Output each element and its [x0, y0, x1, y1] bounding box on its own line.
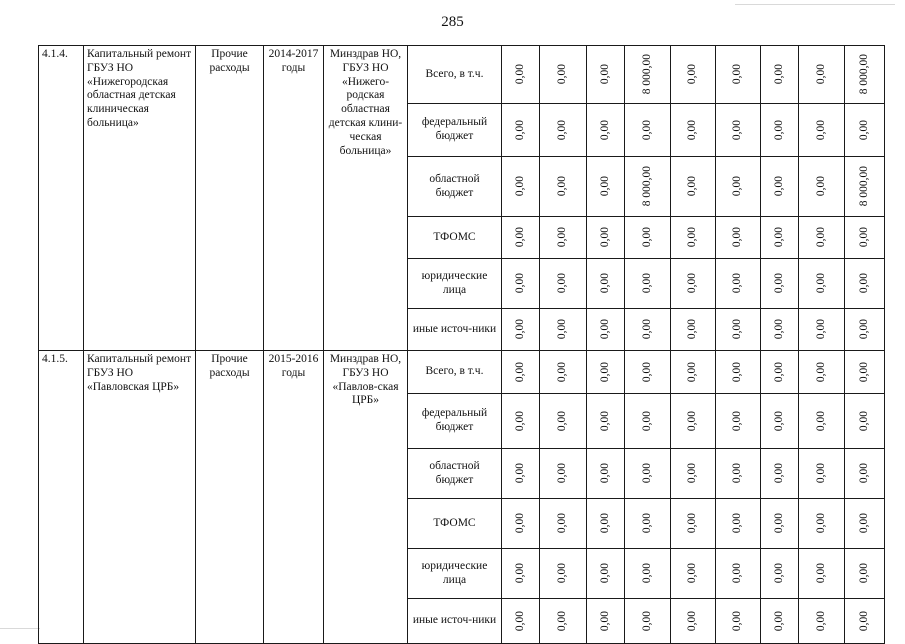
value-cell — [716, 449, 761, 499]
value-text: 0,00 — [731, 176, 744, 197]
value-text: 0,00 — [556, 227, 569, 248]
value-cell — [761, 46, 799, 104]
value-cell — [502, 309, 540, 351]
value-text: 0,00 — [513, 176, 526, 197]
value-text: 0,00 — [686, 319, 699, 340]
value-cell — [625, 449, 671, 499]
value-cell — [671, 599, 716, 644]
value-text: 0,00 — [857, 119, 870, 141]
value-text: 0,00 — [814, 227, 827, 248]
value-cell — [540, 351, 587, 394]
value-cell — [625, 104, 671, 157]
value-text: 0,00 — [686, 410, 699, 432]
value-text: 0,00 — [814, 563, 827, 584]
value-cell — [845, 499, 885, 549]
value-text: 0,00 — [513, 563, 526, 584]
value-cell — [540, 599, 587, 644]
value-cell — [845, 309, 885, 351]
value-cell — [716, 351, 761, 394]
value-cell — [761, 499, 799, 549]
value-cell — [625, 394, 671, 449]
value-text: 0,00 — [731, 119, 744, 141]
value-cell — [625, 549, 671, 599]
value-cell — [502, 449, 540, 499]
funding-source-label: иные источ-ники — [408, 309, 502, 351]
row-code: 4.1.4. — [39, 46, 84, 351]
value-text: 0,00 — [857, 319, 870, 340]
row-name: Капитальный ремонт ГБУЗ НО «Павловская ЦРБ» — [84, 351, 196, 644]
value-cell — [671, 309, 716, 351]
value-text: 0,00 — [556, 319, 569, 340]
value-cell — [761, 217, 799, 259]
value-text: 0,00 — [731, 463, 744, 484]
value-text: 0,00 — [513, 227, 526, 248]
value-text: 0,00 — [640, 513, 653, 534]
value-text: 0,00 — [556, 463, 569, 484]
table-row — [39, 46, 885, 104]
value-cell — [625, 217, 671, 259]
value-text: 0,00 — [857, 610, 870, 632]
row-period: 2015-2016 годы — [264, 351, 324, 644]
value-cell — [587, 394, 625, 449]
value-text: 0,00 — [640, 610, 653, 632]
value-cell — [502, 599, 540, 644]
value-cell — [761, 259, 799, 309]
value-cell — [716, 394, 761, 449]
value-cell — [502, 46, 540, 104]
value-cell — [716, 499, 761, 549]
value-text: 0,00 — [513, 610, 526, 632]
funding-source-label: Всего, в т.ч. — [408, 351, 502, 394]
row-expense-type: Прочие расходы — [196, 46, 264, 351]
value-text: 0,00 — [814, 64, 827, 85]
value-text: 0,00 — [731, 361, 744, 383]
value-text: 0,00 — [598, 463, 611, 484]
value-cell — [540, 259, 587, 309]
value-text: 0,00 — [731, 610, 744, 632]
value-text: 0,00 — [772, 319, 785, 340]
value-cell — [502, 259, 540, 309]
funding-source-label: ТФОМС — [408, 499, 502, 549]
value-text: 0,00 — [513, 513, 526, 534]
value-text: 0,00 — [857, 361, 870, 383]
value-cell — [671, 217, 716, 259]
value-text: 0,00 — [857, 410, 870, 432]
value-text: 0,00 — [686, 610, 699, 632]
value-cell — [845, 259, 885, 309]
value-cell — [716, 104, 761, 157]
value-text: 0,00 — [598, 361, 611, 383]
value-text: 0,00 — [772, 227, 785, 248]
value-text: 0,00 — [814, 610, 827, 632]
value-cell — [671, 351, 716, 394]
value-text: 0,00 — [686, 463, 699, 484]
value-text: 0,00 — [772, 563, 785, 584]
value-cell — [716, 549, 761, 599]
value-text: 0,00 — [857, 513, 870, 534]
value-text: 0,00 — [686, 361, 699, 383]
value-cell — [587, 599, 625, 644]
value-text: 0,00 — [686, 513, 699, 534]
value-text: 0,00 — [814, 513, 827, 534]
value-cell — [671, 104, 716, 157]
value-cell — [761, 394, 799, 449]
value-text: 0,00 — [772, 119, 785, 141]
value-text: 0,00 — [731, 319, 744, 340]
value-text: 0,00 — [772, 64, 785, 85]
value-cell — [845, 157, 885, 217]
value-text: 0,00 — [772, 410, 785, 432]
value-cell — [671, 549, 716, 599]
value-text: 0,00 — [857, 227, 870, 248]
value-text: 0,00 — [598, 273, 611, 294]
funding-source-label: ТФОМС — [408, 217, 502, 259]
value-cell — [671, 259, 716, 309]
value-cell — [671, 394, 716, 449]
value-cell — [845, 394, 885, 449]
value-cell — [761, 157, 799, 217]
value-text: 0,00 — [814, 273, 827, 294]
value-text: 0,00 — [556, 563, 569, 584]
value-cell — [716, 309, 761, 351]
value-text: 0,00 — [686, 119, 699, 141]
value-cell — [799, 499, 845, 549]
value-cell — [799, 104, 845, 157]
value-cell — [845, 46, 885, 104]
scan-margin-line — [0, 628, 40, 629]
value-text: 0,00 — [814, 410, 827, 432]
value-text: 0,00 — [814, 176, 827, 197]
value-cell — [761, 309, 799, 351]
value-cell — [502, 351, 540, 394]
value-text: 0,00 — [513, 119, 526, 141]
value-text: 0,00 — [556, 361, 569, 383]
value-text: 0,00 — [513, 410, 526, 432]
value-text: 0,00 — [731, 273, 744, 294]
value-text: 0,00 — [598, 410, 611, 432]
value-text: 0,00 — [857, 463, 870, 484]
value-cell — [587, 259, 625, 309]
value-cell — [716, 599, 761, 644]
value-text: 8 000,00 — [640, 166, 653, 207]
value-cell — [799, 217, 845, 259]
value-cell — [502, 104, 540, 157]
value-cell — [845, 351, 885, 394]
value-cell — [799, 46, 845, 104]
value-cell — [716, 157, 761, 217]
value-text: 0,00 — [857, 563, 870, 584]
scan-margin-line — [735, 4, 895, 5]
page-number: 285 — [441, 14, 464, 30]
value-text: 0,00 — [731, 513, 744, 534]
value-cell — [761, 599, 799, 644]
value-text: 0,00 — [814, 361, 827, 383]
value-cell — [625, 499, 671, 549]
funding-source-label: областной бюджет — [408, 157, 502, 217]
row-code: 4.1.5. — [39, 351, 84, 644]
value-cell — [587, 499, 625, 549]
value-cell — [587, 217, 625, 259]
value-cell — [761, 104, 799, 157]
value-cell — [540, 46, 587, 104]
value-text: 0,00 — [513, 273, 526, 294]
value-text: 0,00 — [598, 563, 611, 584]
value-cell — [845, 549, 885, 599]
value-text: 0,00 — [772, 361, 785, 383]
value-cell — [587, 46, 625, 104]
value-text: 0,00 — [598, 319, 611, 340]
value-cell — [587, 157, 625, 217]
value-text: 0,00 — [731, 563, 744, 584]
funding-source-label: областной бюджет — [408, 449, 502, 499]
value-text: 0,00 — [731, 64, 744, 85]
value-cell — [671, 46, 716, 104]
value-cell — [540, 104, 587, 157]
value-cell — [587, 549, 625, 599]
value-cell — [502, 217, 540, 259]
value-text: 0,00 — [731, 410, 744, 432]
value-text: 0,00 — [640, 227, 653, 248]
value-text: 0,00 — [640, 273, 653, 294]
funding-source-label: федеральный бюджет — [408, 394, 502, 449]
value-cell — [716, 46, 761, 104]
row-executor: Минздрав НО, ГБУЗ НО «Павлов-ская ЦРБ» — [324, 351, 408, 644]
value-cell — [540, 549, 587, 599]
value-text: 0,00 — [598, 64, 611, 85]
value-text: 0,00 — [686, 273, 699, 294]
value-cell — [799, 309, 845, 351]
value-cell — [587, 351, 625, 394]
value-text: 0,00 — [686, 227, 699, 248]
value-text: 0,00 — [640, 563, 653, 584]
value-text: 0,00 — [686, 64, 699, 85]
value-cell — [625, 599, 671, 644]
value-text: 0,00 — [686, 563, 699, 584]
value-cell — [502, 157, 540, 217]
value-text: 0,00 — [857, 273, 870, 294]
value-text: 0,00 — [640, 410, 653, 432]
value-text: 0,00 — [731, 227, 744, 248]
value-cell — [540, 309, 587, 351]
value-text: 0,00 — [598, 610, 611, 632]
value-cell — [761, 549, 799, 599]
value-text: 0,00 — [772, 463, 785, 484]
value-cell — [502, 394, 540, 449]
value-cell — [799, 157, 845, 217]
value-cell — [540, 217, 587, 259]
value-text: 8 000,00 — [857, 166, 870, 207]
value-cell — [540, 394, 587, 449]
value-text: 0,00 — [513, 319, 526, 340]
value-text: 0,00 — [772, 273, 785, 294]
table-row — [39, 351, 885, 394]
value-cell — [625, 309, 671, 351]
value-text: 0,00 — [598, 176, 611, 197]
funding-source-label: юридические лица — [408, 549, 502, 599]
value-text: 0,00 — [598, 119, 611, 141]
value-cell — [625, 157, 671, 217]
value-cell — [587, 449, 625, 499]
value-cell — [799, 449, 845, 499]
value-cell — [540, 449, 587, 499]
value-cell — [502, 499, 540, 549]
value-text: 0,00 — [772, 610, 785, 632]
value-cell — [587, 104, 625, 157]
value-cell — [716, 259, 761, 309]
funding-source-label: юридические лица — [408, 259, 502, 309]
value-cell — [625, 259, 671, 309]
value-cell — [502, 549, 540, 599]
value-text: 0,00 — [556, 610, 569, 632]
value-cell — [625, 46, 671, 104]
value-text: 8 000,00 — [640, 54, 653, 95]
value-text: 0,00 — [814, 119, 827, 141]
value-text: 0,00 — [814, 319, 827, 340]
row-expense-type: Прочие расходы — [196, 351, 264, 644]
value-text: 0,00 — [513, 463, 526, 484]
funding-source-label: федеральный бюджет — [408, 104, 502, 157]
value-cell — [761, 449, 799, 499]
value-text: 0,00 — [640, 361, 653, 383]
row-executor: Минздрав НО, ГБУЗ НО «Нижего-родская областная детская клини-ческая больница» — [324, 46, 408, 351]
value-text: 0,00 — [513, 361, 526, 383]
value-text: 0,00 — [640, 319, 653, 340]
value-cell — [799, 351, 845, 394]
value-cell — [671, 157, 716, 217]
value-cell — [845, 104, 885, 157]
value-cell — [540, 499, 587, 549]
value-text: 0,00 — [556, 513, 569, 534]
value-cell — [761, 351, 799, 394]
value-text: 0,00 — [556, 273, 569, 294]
value-cell — [799, 394, 845, 449]
funding-source-label: Всего, в т.ч. — [408, 46, 502, 104]
budget-table — [38, 45, 885, 644]
value-text: 0,00 — [686, 176, 699, 197]
value-text: 0,00 — [640, 119, 653, 141]
value-text: 0,00 — [598, 513, 611, 534]
value-text: 0,00 — [556, 176, 569, 197]
value-text: 8 000,00 — [857, 54, 870, 95]
value-cell — [799, 599, 845, 644]
value-cell — [540, 157, 587, 217]
value-text: 0,00 — [556, 410, 569, 432]
value-cell — [671, 499, 716, 549]
value-text: 0,00 — [772, 176, 785, 197]
value-text: 0,00 — [772, 513, 785, 534]
row-name: Капитальный ремонт ГБУЗ НО «Нижегородская областная детская клиническая больница» — [84, 46, 196, 351]
value-cell — [587, 309, 625, 351]
value-text: 0,00 — [598, 227, 611, 248]
value-text: 0,00 — [513, 64, 526, 85]
value-cell — [845, 449, 885, 499]
value-cell — [716, 217, 761, 259]
value-text: 0,00 — [640, 463, 653, 484]
value-cell — [671, 449, 716, 499]
value-cell — [799, 549, 845, 599]
value-text: 0,00 — [814, 463, 827, 484]
row-period: 2014-2017 годы — [264, 46, 324, 351]
funding-source-label: иные источ-ники — [408, 599, 502, 644]
value-cell — [845, 599, 885, 644]
value-text: 0,00 — [556, 64, 569, 85]
value-text: 0,00 — [556, 119, 569, 141]
value-cell — [845, 217, 885, 259]
value-cell — [625, 351, 671, 394]
value-cell — [799, 259, 845, 309]
